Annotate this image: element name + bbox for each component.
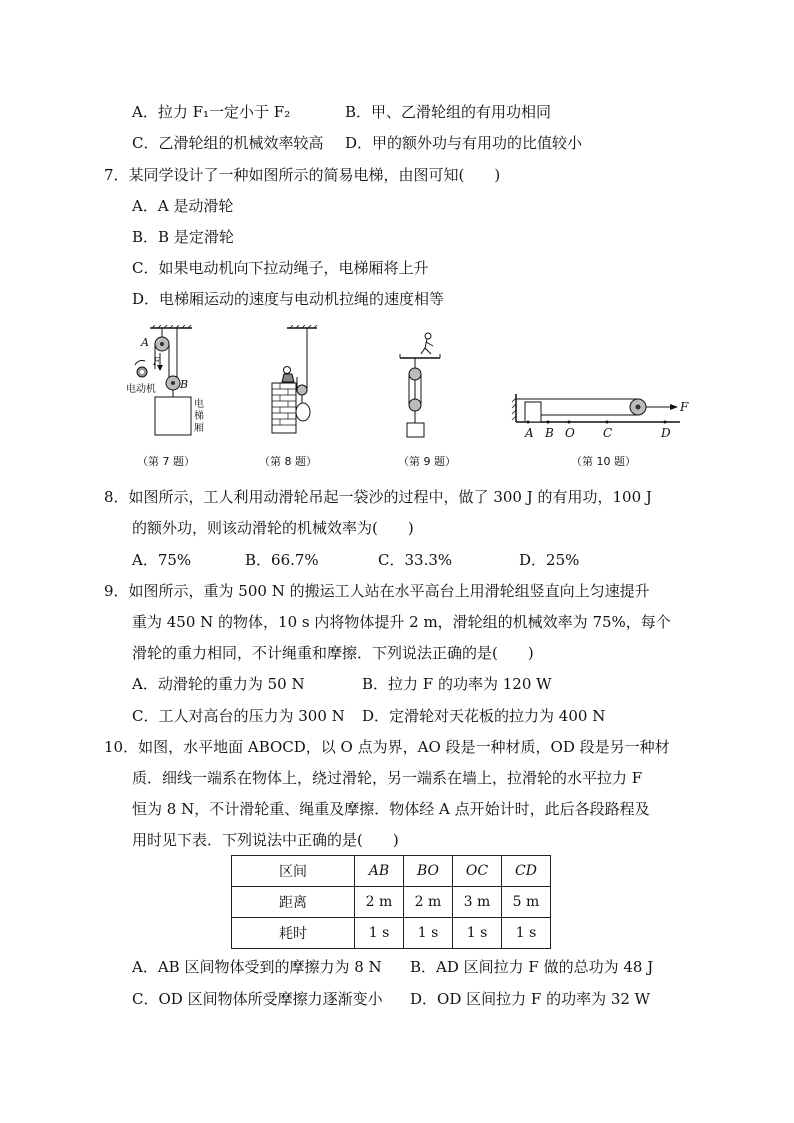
q6-option-b: B．甲、乙滑轮组的有用功相同 [345, 103, 552, 121]
q10-option-c: C．OD 区间物体所受摩擦力逐渐变小 [132, 990, 383, 1008]
fig7-label-a: A [141, 336, 149, 349]
q8-stem-line2: 的额外功，则该动滑轮的机械效率为( ) [132, 519, 414, 537]
q9-stem-line1: 9．如图所示，重为 500 N 的搬运工人站在水平高台上用滑轮组竖直向上匀速提升 [104, 582, 650, 600]
figure-8-caption: （第 8 题） [259, 455, 317, 468]
q9-option-b: B．拉力 F 的功率为 120 W [362, 675, 552, 693]
fig10-label-f: F [680, 400, 689, 414]
fig7-label-f: F [153, 357, 160, 368]
q10-stem-line3: 恒为 8 N，不计滑轮重、绳重及摩擦．物体经 A 点开始计时，此后各段路程及 [132, 800, 650, 818]
q7-option-a: A．A 是动滑轮 [132, 197, 234, 215]
table-cell: 距离 [232, 887, 355, 918]
table-cell: 1 s [355, 918, 404, 949]
fig10-point-a: A [525, 426, 534, 440]
table-row [232, 887, 551, 918]
table-cell: 5 m [502, 887, 551, 918]
q8-option-c: C．33.3% [378, 551, 453, 569]
fig10-point-o: O [565, 426, 575, 440]
table-cell: 1 s [404, 918, 453, 949]
q7-option-d: D．电梯厢运动的速度与电动机拉绳的速度相等 [132, 290, 445, 308]
q10-data-table [231, 855, 551, 949]
fig10-point-d: D [661, 426, 671, 440]
table-header-cell: CD [502, 856, 551, 887]
figure-10-caption: （第 10 题） [571, 455, 636, 468]
q7-option-b: B．B 是定滑轮 [132, 228, 234, 246]
table-cell: 耗时 [232, 918, 355, 949]
q6-option-d: D．甲的额外功与有用功的比值较小 [345, 134, 583, 152]
q8-stem-line1: 8．如图所示，工人利用动滑轮吊起一袋沙的过程中，做了 300 J 的有用功，100 J [104, 488, 652, 506]
table-header-cell: OC [453, 856, 502, 887]
table-row [232, 918, 551, 949]
q10-stem-line4: 用时见下表．下列说法中正确的是( ) [132, 831, 399, 849]
q8-option-a: A．75% [132, 551, 192, 569]
q8-option-d: D．25% [519, 551, 580, 569]
q9-stem-line2: 重为 450 N 的物体，10 s 内将物体提升 2 m，滑轮组的机械效率为 75%，每个 [132, 613, 671, 631]
q10-option-b: B．AD 区间拉力 F 做的总功为 48 J [410, 958, 654, 976]
fig7-motor-label: 电动机 [126, 384, 156, 395]
q9-option-a: A．动滑轮的重力为 50 N [132, 675, 305, 693]
figure-9-pulley-system [395, 330, 445, 440]
table-cell: 3 m [453, 887, 502, 918]
table-cell: 2 m [404, 887, 453, 918]
q10-option-a: A．AB 区间物体受到的摩擦力为 8 N [132, 958, 382, 976]
q9-stem-line3: 滑轮的重力相同，不计绳重和摩擦．下列说法正确的是( ) [132, 644, 534, 662]
table-cell: 1 s [453, 918, 502, 949]
table-header-cell: AB [355, 856, 404, 887]
table-cell: 2 m [355, 887, 404, 918]
q6-option-a: A．拉力 F₁一定小于 F₂ [132, 103, 291, 121]
table-header-row [232, 856, 551, 887]
q10-stem-line1: 10．如图，水平地面 ABOCD，以 O 点为界，AO 段是一种材质，OD 段是另一种材 [104, 738, 670, 756]
table-header-cell: 区间 [232, 856, 355, 887]
fig7-car-label-3: 厢 [194, 423, 204, 434]
figure-8-worker-pulley [262, 325, 332, 435]
fig7-label-b: B [180, 378, 189, 391]
fig10-point-b: B [545, 426, 554, 440]
table-cell: 1 s [502, 918, 551, 949]
q10-stem-line2: 质．细线一端系在物体上，绕过滑轮，另一端系在墙上，拉滑轮的水平拉力 F [132, 769, 643, 787]
q7-option-c: C．如果电动机向下拉动绳子，电梯厢将上升 [132, 259, 429, 277]
q7-stem: 7．某同学设计了一种如图所示的简易电梯，由图可知( ) [104, 166, 501, 184]
q9-option-d: D．定滑轮对天花板的拉力为 400 N [362, 707, 606, 725]
fig7-car-label-2: 梯 [194, 411, 204, 422]
table-header-cell: BO [404, 856, 453, 887]
q10-option-d: D．OD 区间拉力 F 的功率为 32 W [410, 990, 651, 1008]
q8-option-b: B．66.7% [245, 551, 319, 569]
fig7-car-label-1: 电 [194, 399, 204, 410]
q9-option-c: C．工人对高台的压力为 300 N [132, 707, 345, 725]
figure-9-caption: （第 9 题） [398, 455, 456, 468]
figure-7-caption: （第 7 题） [137, 455, 195, 468]
fig10-point-c: C [603, 426, 613, 440]
q6-option-c: C．乙滑轮组的机械效率较高 [132, 134, 324, 152]
